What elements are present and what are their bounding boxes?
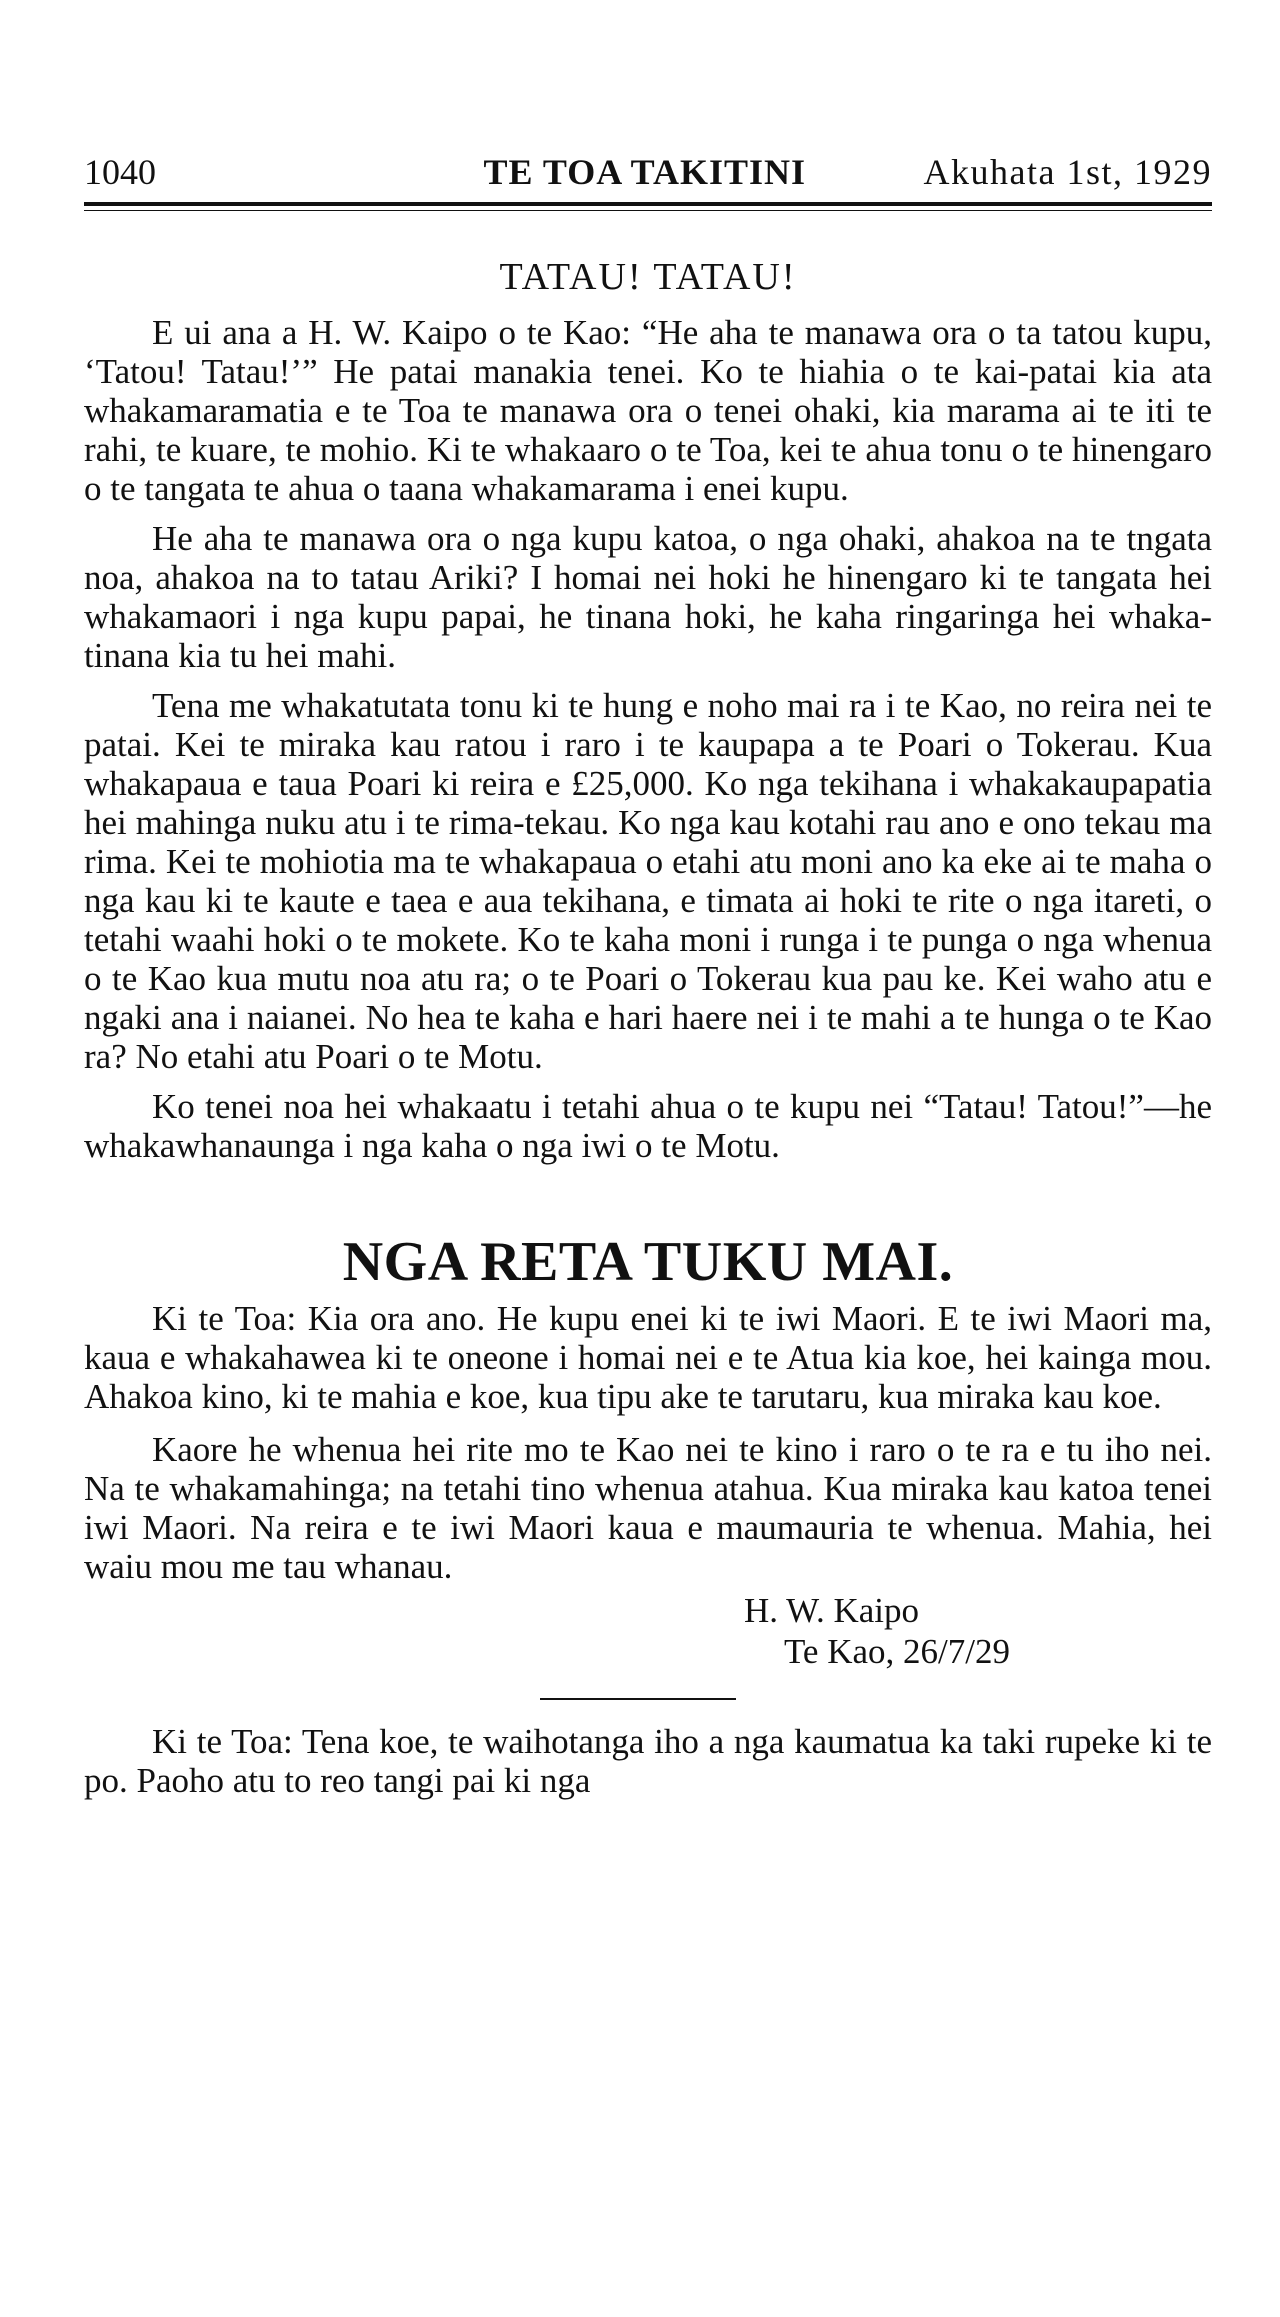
article-paragraph: Ko tenei noa hei whakaatu i tetahi ahua o te kupu nei “Tatau! Tatou!”—he whakawhanaunga i nga kaha o nga iwi o te Motu. (84, 1087, 1212, 1165)
issue-date: Akuhata 1st, 1929 (923, 152, 1212, 192)
article-paragraph: E ui ana a H. W. Kaipo o te Kao: “He aha te manawa ora o ta tatou kupu, ‘Tatou! Tatau!’” He patai manakia tenei. Ko te hiahia o te kai-patai kia ata whakamaramatia e te Toa te manawa ora o tenei ohaki, kia marama ai te iti te rahi, te kuare, te mohio. Ki te whakaaro o te Toa, kei te ahua tonu o te hinengaro o te tangata te ahua o taana whakamarama i enei kupu. (84, 313, 1212, 508)
signature-name: H. W. Kaipo (744, 1591, 919, 1630)
letter-signature (84, 1590, 1212, 1672)
running-head (84, 150, 1212, 202)
document-page (84, 150, 1212, 1800)
article-paragraph: Tena me whakatutata tonu ki te hung e noho mai ra i te Kao, no reira nei te patai. Kei te miraka kau ratou i raro i te kaupapa a te Poari o Tokerau. Kua whakapaua e taua Poari ki reira e £25,000. Ko nga tekihana i whakakaupapatia hei mahinga nuku atu i te rima-tekau. Ko nga kau kotahi rau ano e ono tekau ma rima. Kei te mohiotia ma te whakapaua o etahi atu moni ano ka eke ai te maha o nga kau ki te kaute e taea e aua tekihana, e timata ai hoki te rite o nga itareti, o tetahi waahi hoki o te mokete. Ko te kaha moni i runga i te punga o nga whenua o te Kao kua mutu noa atu ra; o te Poari o Tokerau kua pau ke. Kei waho atu e ngaki ana i naianei. No hea te kaha e hari haere nei i te mahi a te hunga o te Kao ra? No etahi atu Poari o te Motu. (84, 686, 1212, 1076)
letter-paragraph: Kaore he whenua hei rite mo te Kao nei te kino i raro o te ra e tu iho nei. Na te whakamahinga; na tetahi tino whenua atahua. Kua miraka kau katoa tenei iwi Maori. Na reira e te iwi Maori kaua e maumauria te whenua. Mahia, hei waiu mou me tau whanau. (84, 1430, 1212, 1586)
letter-paragraph: Ki te Toa: Kia ora ano. He kupu enei ki te iwi Maori. E te iwi Maori ma, kaua e whakahawea ki te oneone i homai nei e te Atua kia koe, hei kainga mou. Ahakoa kino, ki te mahia e koe, kua tipu ake te tarutaru, kua miraka kau koe. (84, 1299, 1212, 1416)
letters-section-title: NGA RETA TUKU MAI. (342, 1231, 954, 1293)
publication-title: TE TOA TAKITINI (483, 152, 806, 192)
header-rule (84, 202, 1212, 211)
letter-paragraph: Ki te Toa: Tena koe, te waihotanga iho a nga kaumatua ka taki rupeke ki te po. Paoho atu to reo tangi pai ki nga (84, 1722, 1212, 1800)
article-paragraph: He aha te manawa ora o nga kupu katoa, o nga ohaki, ahakoa na te tngata noa, ahakoa na to tatau Ariki? I homai nei hoki he hinengaro ki te tangata hei whakamaori i nga kupu papai, he tinana hoki, he kaha ringaringa hei whakatinana kia tu hei mahi. (84, 519, 1212, 675)
section-divider (540, 1698, 736, 1700)
page-number: 1040 (84, 152, 156, 192)
signature-place-date: Te Kao, 26/7/29 (784, 1632, 1010, 1671)
article-title: TATAU! TATAU! (499, 256, 797, 298)
